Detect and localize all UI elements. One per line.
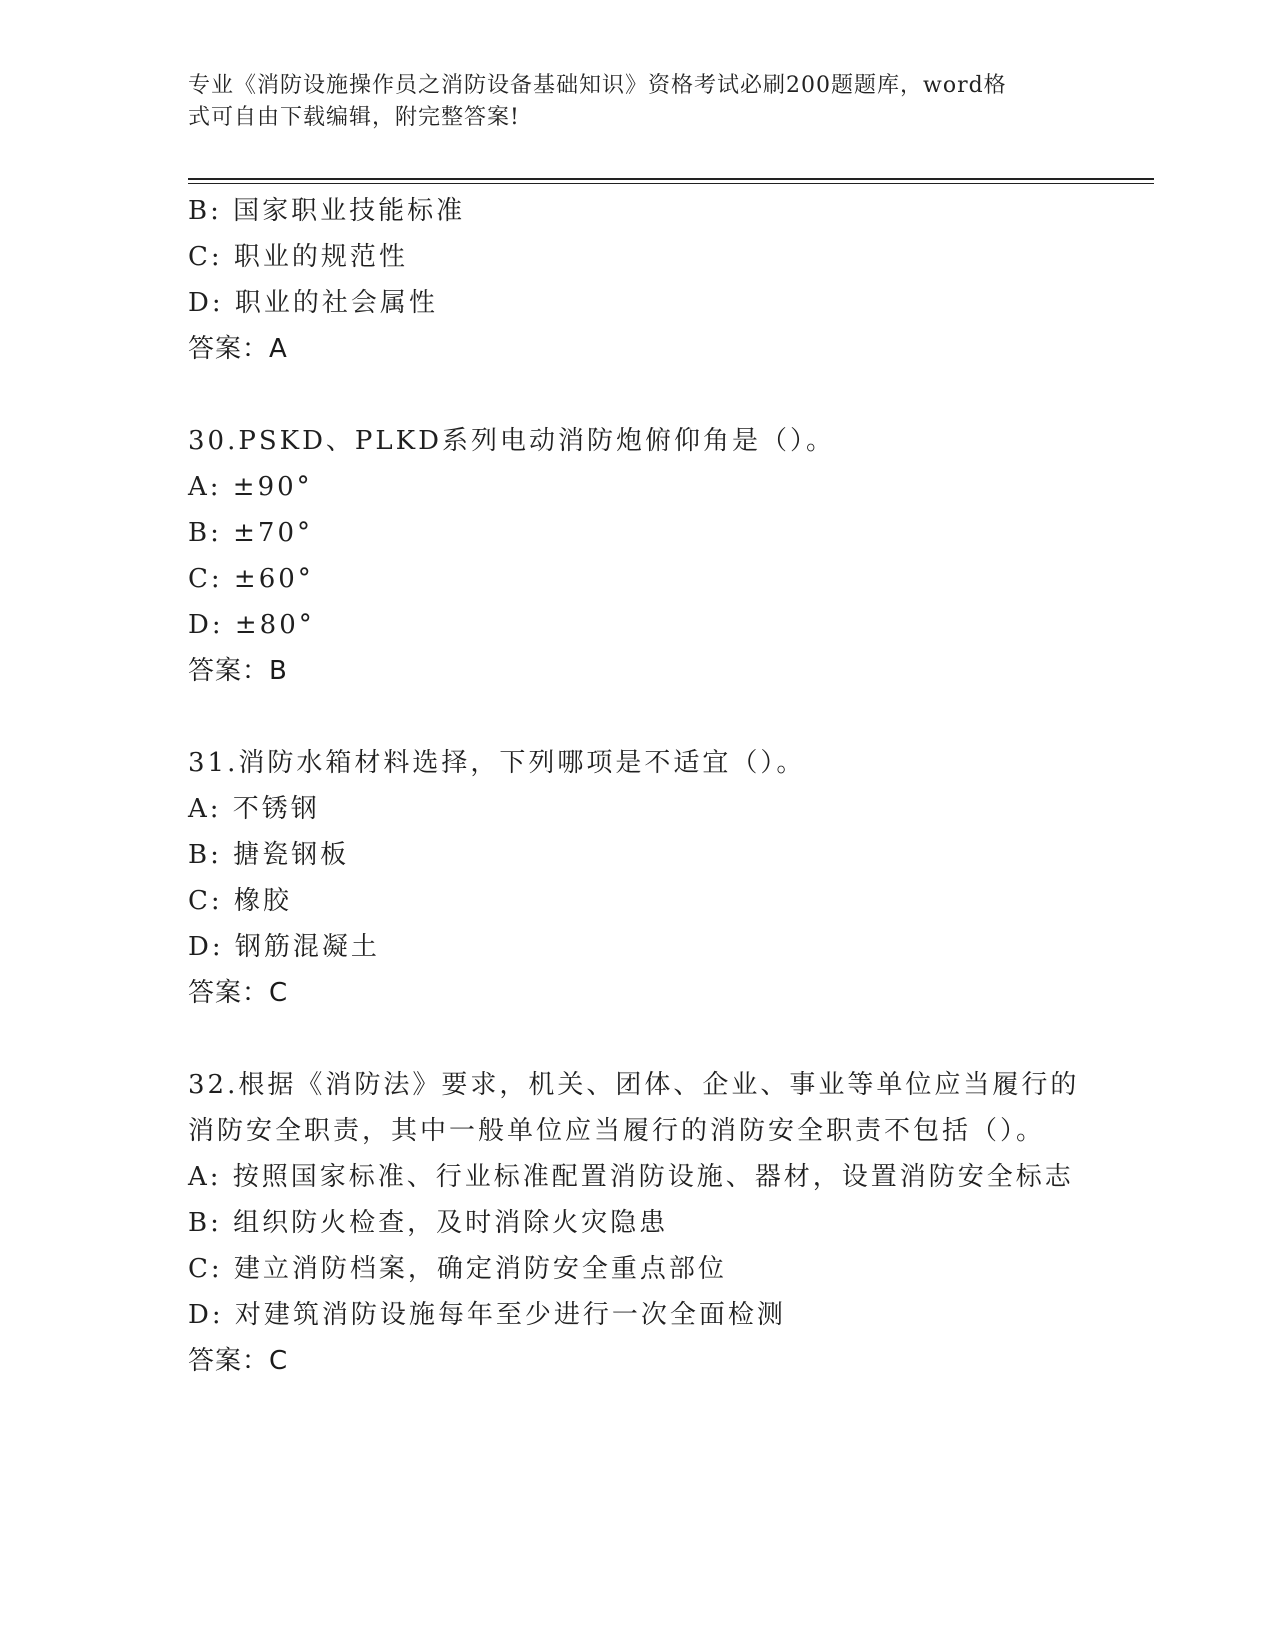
question-stem: 31.消防水箱材料选择，下列哪项是不适宜（）。: [188, 748, 806, 778]
question-content: [188, 188, 1154, 1384]
header-rule-thick: [188, 178, 1154, 180]
answer-line: 答案：C: [188, 978, 289, 1008]
document-header: [188, 70, 1068, 134]
option-a: A: 按照国家标准、行业标准配置消防设施、器材，设置消防安全标志: [188, 1162, 1074, 1192]
option-d: D: 钢筋混凝土: [188, 932, 380, 962]
question-30: [188, 418, 1154, 694]
question-stem: 30.PSKD、PLKD系列电动消防炮俯仰角是（）。: [188, 426, 835, 456]
option-b: B: 组织防火检查，及时消除火灾隐患: [188, 1208, 669, 1238]
prev-question-continuation: [188, 188, 1154, 372]
option-b: B: ±70°: [188, 518, 313, 548]
question-stem-line-2: 消防安全职责，其中一般单位应当履行的消防安全职责不包括（）。: [188, 1116, 1046, 1146]
option-c: C: ±60°: [188, 564, 314, 594]
option-c: C: 橡胶: [188, 886, 292, 916]
option-b: B: 国家职业技能标准: [188, 196, 466, 226]
option-d: D: 职业的社会属性: [188, 288, 438, 318]
question-stem-line-1: 32.根据《消防法》要求，机关、团体、企业、事业等单位应当履行的: [188, 1070, 1080, 1100]
answer-line: 答案：C: [188, 1346, 289, 1376]
option-b: B: 搪瓷钢板: [188, 840, 350, 870]
header-line-2: 式可自由下载编辑，附完整答案!: [188, 105, 520, 130]
answer-line: 答案：A: [188, 334, 288, 364]
question-32: [188, 1062, 1154, 1384]
question-31: [188, 740, 1154, 1016]
option-a: A: ±90°: [188, 472, 313, 502]
option-c: C: 建立消防档案，确定消防安全重点部位: [188, 1254, 727, 1284]
header-line-1: 专业《消防设施操作员之消防设备基础知识》资格考试必刷200题题库，word格: [188, 73, 1007, 98]
option-a: A: 不锈钢: [188, 794, 320, 824]
answer-line: 答案：B: [188, 656, 288, 686]
option-d: D: 对建筑消防设施每年至少进行一次全面检测: [188, 1300, 786, 1330]
header-rule-thin: [188, 183, 1154, 184]
option-d: D: ±80°: [188, 610, 315, 640]
option-c: C: 职业的规范性: [188, 242, 408, 272]
